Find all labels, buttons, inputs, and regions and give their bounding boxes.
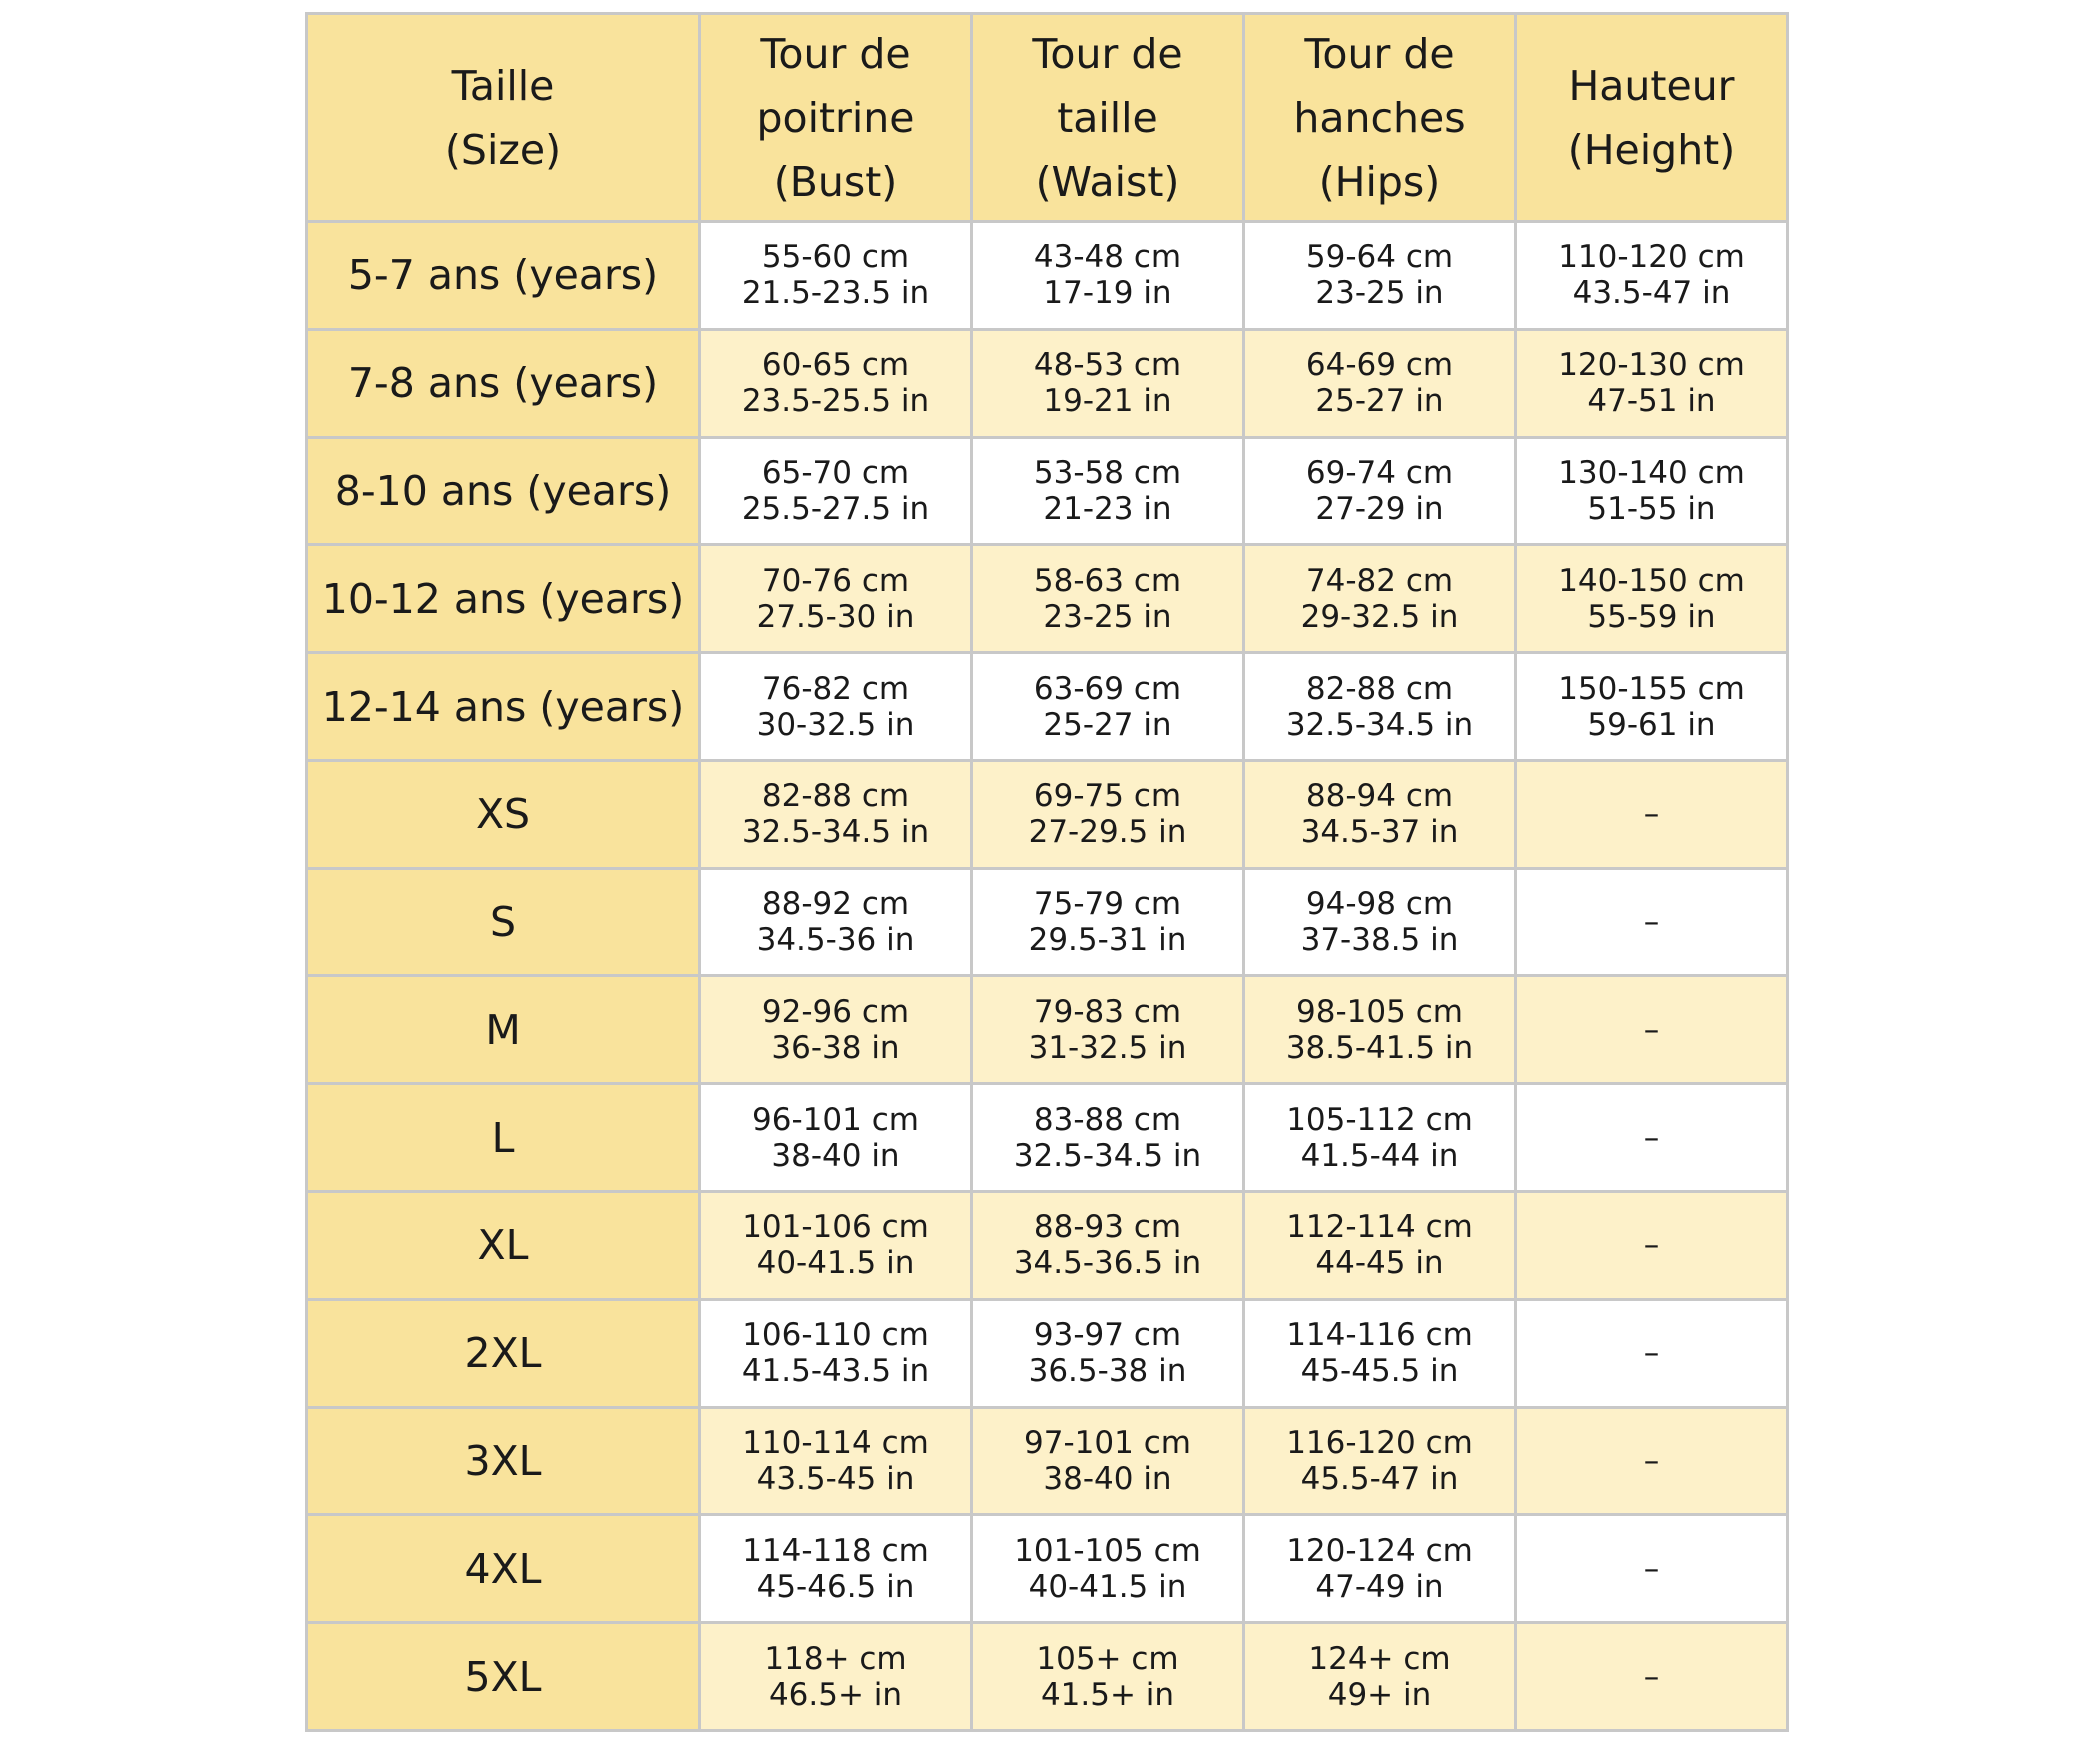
header-line: taille: [1057, 93, 1158, 142]
bust-cell: [700, 222, 972, 330]
table-row: [307, 222, 1788, 330]
cm-value: 97-101 cm: [1024, 1424, 1191, 1461]
inch-value: 41.5-44 in: [1300, 1137, 1459, 1174]
cm-value: 74-82 cm: [1305, 562, 1454, 599]
cm-value: 110-120 cm: [1558, 239, 1745, 276]
cm-value: 60-65 cm: [761, 347, 910, 384]
header-line: Tour de: [1304, 29, 1455, 78]
table-row: [307, 653, 1788, 761]
inch-value: 23-25 in: [1043, 598, 1172, 635]
table-row: [307, 1407, 1788, 1515]
table-row: [307, 1299, 1788, 1407]
waist-cell: [972, 329, 1244, 437]
hips-cell: [1244, 1515, 1516, 1623]
bust-cell: [700, 1192, 972, 1300]
inch-value: 49+ in: [1327, 1676, 1432, 1713]
header-height: [1516, 14, 1788, 222]
cm-value: 59-64 cm: [1305, 239, 1454, 276]
cm-value: 120-124 cm: [1286, 1532, 1473, 1569]
size-label: 10-12 ans (years): [307, 545, 700, 653]
cm-value: 101-105 cm: [1014, 1532, 1201, 1569]
cm-value: 140-150 cm: [1558, 562, 1745, 599]
cm-value: 69-74 cm: [1305, 454, 1454, 491]
inch-value: 27.5-30 in: [756, 598, 915, 635]
cm-value: 88-94 cm: [1305, 778, 1454, 815]
waist-cell: [972, 1192, 1244, 1300]
inch-value: 34.5-36 in: [756, 922, 915, 959]
height-cell: [1516, 1515, 1788, 1623]
hips-cell: [1244, 222, 1516, 330]
table-row: [307, 1192, 1788, 1300]
hips-cell: [1244, 545, 1516, 653]
cm-value: 58-63 cm: [1033, 562, 1182, 599]
table-row: [307, 760, 1788, 868]
inch-value: 27-29 in: [1315, 490, 1444, 527]
waist-cell: [972, 1623, 1244, 1731]
inch-value: 37-38.5 in: [1300, 922, 1459, 959]
cm-value: –: [1643, 1550, 1660, 1587]
hips-cell: [1244, 1192, 1516, 1300]
cm-value: –: [1643, 1442, 1660, 1479]
bust-cell: [700, 1623, 972, 1731]
hips-cell: [1244, 1623, 1516, 1731]
inch-value: 45-45.5 in: [1300, 1353, 1459, 1390]
inch-value: 38-40 in: [1043, 1460, 1172, 1497]
cm-value: 63-69 cm: [1033, 670, 1182, 707]
inch-value: 38-40 in: [771, 1137, 900, 1174]
inch-value: 36-38 in: [771, 1029, 900, 1066]
hips-cell: [1244, 1299, 1516, 1407]
waist-cell: [972, 653, 1244, 761]
cm-value: 83-88 cm: [1033, 1101, 1182, 1138]
waist-cell: [972, 976, 1244, 1084]
inch-value: 45-46.5 in: [756, 1568, 915, 1605]
bust-cell: [700, 653, 972, 761]
cm-value: 43-48 cm: [1033, 239, 1182, 276]
bust-cell: [700, 1515, 972, 1623]
waist-cell: [972, 1407, 1244, 1515]
cm-value: 116-120 cm: [1286, 1424, 1473, 1461]
waist-cell: [972, 1299, 1244, 1407]
inch-value: 43.5-47 in: [1572, 275, 1731, 312]
header-size: [307, 14, 700, 222]
height-cell: [1516, 329, 1788, 437]
inch-value: 31-32.5 in: [1028, 1029, 1187, 1066]
inch-value: 40-41.5 in: [756, 1245, 915, 1282]
waist-cell: [972, 437, 1244, 545]
inch-value: 27-29.5 in: [1028, 814, 1187, 851]
cm-value: 79-83 cm: [1033, 993, 1182, 1030]
hips-cell: [1244, 437, 1516, 545]
inch-value: 46.5+ in: [768, 1676, 903, 1713]
waist-cell: [972, 545, 1244, 653]
inch-value: 41.5-43.5 in: [741, 1353, 930, 1390]
cm-value: 88-93 cm: [1033, 1209, 1182, 1246]
inch-value: 32.5-34.5 in: [1013, 1137, 1202, 1174]
inch-value: 19-21 in: [1043, 383, 1172, 420]
cm-value: 150-155 cm: [1558, 670, 1745, 707]
bust-cell: [700, 1299, 972, 1407]
inch-value: 25.5-27.5 in: [741, 490, 930, 527]
header-line: Hauteur: [1568, 61, 1735, 110]
height-cell: [1516, 1623, 1788, 1731]
size-label: XS: [307, 760, 700, 868]
hips-cell: [1244, 1084, 1516, 1192]
header-bust: [700, 14, 972, 222]
inch-value: 32.5-34.5 in: [741, 814, 930, 851]
waist-cell: [972, 1515, 1244, 1623]
inch-value: 41.5+ in: [1040, 1676, 1175, 1713]
table-row: [307, 545, 1788, 653]
bust-cell: [700, 868, 972, 976]
cm-value: 105-112 cm: [1286, 1101, 1473, 1138]
size-label: 5XL: [307, 1623, 700, 1731]
inch-value: 36.5-38 in: [1028, 1353, 1187, 1390]
bust-cell: [700, 437, 972, 545]
cm-value: 92-96 cm: [761, 993, 910, 1030]
table-row: [307, 1623, 1788, 1731]
bust-cell: [700, 329, 972, 437]
header-line: (Height): [1567, 125, 1736, 174]
inch-value: 38.5-41.5 in: [1285, 1029, 1474, 1066]
cm-value: 110-114 cm: [742, 1424, 929, 1461]
bust-cell: [700, 1084, 972, 1192]
cm-value: –: [1643, 1011, 1660, 1048]
height-cell: [1516, 1084, 1788, 1192]
height-cell: [1516, 868, 1788, 976]
bust-cell: [700, 1407, 972, 1515]
inch-value: 23.5-25.5 in: [741, 383, 930, 420]
size-label: S: [307, 868, 700, 976]
waist-cell: [972, 868, 1244, 976]
header-line: (Waist): [1035, 157, 1180, 206]
waist-cell: [972, 1084, 1244, 1192]
inch-value: 43.5-45 in: [756, 1460, 915, 1497]
header-waist: [972, 14, 1244, 222]
size-label: 3XL: [307, 1407, 700, 1515]
size-label: XL: [307, 1192, 700, 1300]
cm-value: 130-140 cm: [1558, 454, 1745, 491]
cm-value: 55-60 cm: [761, 239, 910, 276]
height-cell: [1516, 653, 1788, 761]
bust-cell: [700, 545, 972, 653]
hips-cell: [1244, 1407, 1516, 1515]
inch-value: 51-55 in: [1587, 490, 1716, 527]
inch-value: 21.5-23.5 in: [741, 275, 930, 312]
inch-value: 40-41.5 in: [1028, 1568, 1187, 1605]
height-cell: [1516, 1192, 1788, 1300]
size-label: 7-8 ans (years): [307, 329, 700, 437]
cm-value: 96-101 cm: [752, 1101, 919, 1138]
size-label: L: [307, 1084, 700, 1192]
header-line: (Hips): [1318, 157, 1441, 206]
inch-value: 47-49 in: [1315, 1568, 1444, 1605]
cm-value: 101-106 cm: [742, 1209, 929, 1246]
size-label: 8-10 ans (years): [307, 437, 700, 545]
inch-value: 25-27 in: [1315, 383, 1444, 420]
header-line: poitrine: [756, 93, 915, 142]
inch-value: 29-32.5 in: [1300, 598, 1459, 635]
inch-value: 45.5-47 in: [1300, 1460, 1459, 1497]
inch-value: 44-45 in: [1315, 1245, 1444, 1282]
hips-cell: [1244, 329, 1516, 437]
header-line: hanches: [1293, 93, 1466, 142]
inch-value: 34.5-37 in: [1300, 814, 1459, 851]
cm-value: 64-69 cm: [1305, 347, 1454, 384]
hips-cell: [1244, 760, 1516, 868]
cm-value: –: [1643, 1119, 1660, 1156]
cm-value: –: [1643, 1335, 1660, 1372]
size-label: 4XL: [307, 1515, 700, 1623]
height-cell: [1516, 222, 1788, 330]
cm-value: 75-79 cm: [1033, 886, 1182, 923]
cm-value: 114-116 cm: [1286, 1317, 1473, 1354]
inch-value: 23-25 in: [1315, 275, 1444, 312]
table-header: [307, 14, 1788, 222]
table-body: [307, 222, 1788, 1731]
cm-value: 88-92 cm: [761, 886, 910, 923]
size-label: 12-14 ans (years): [307, 653, 700, 761]
table-row: [307, 1084, 1788, 1192]
cm-value: 120-130 cm: [1558, 347, 1745, 384]
inch-value: 59-61 in: [1587, 706, 1716, 743]
table-row: [307, 976, 1788, 1084]
cm-value: 118+ cm: [764, 1640, 907, 1677]
header-line: Taille: [451, 61, 555, 110]
cm-value: 105+ cm: [1036, 1640, 1179, 1677]
inch-value: 30-32.5 in: [756, 706, 915, 743]
cm-value: –: [1643, 796, 1660, 833]
table-row: [307, 1515, 1788, 1623]
cm-value: 76-82 cm: [761, 670, 910, 707]
inch-value: 25-27 in: [1043, 706, 1172, 743]
hips-cell: [1244, 868, 1516, 976]
inch-value: 34.5-36.5 in: [1013, 1245, 1202, 1282]
header-line: Tour de: [760, 29, 911, 78]
bust-cell: [700, 760, 972, 868]
size-label: M: [307, 976, 700, 1084]
waist-cell: [972, 760, 1244, 868]
cm-value: 82-88 cm: [761, 778, 910, 815]
cm-value: 112-114 cm: [1286, 1209, 1473, 1246]
inch-value: 47-51 in: [1587, 383, 1716, 420]
height-cell: [1516, 545, 1788, 653]
cm-value: 82-88 cm: [1305, 670, 1454, 707]
bust-cell: [700, 976, 972, 1084]
cm-value: 53-58 cm: [1033, 454, 1182, 491]
height-cell: [1516, 1299, 1788, 1407]
table-row: [307, 329, 1788, 437]
cm-value: 65-70 cm: [761, 454, 910, 491]
inch-value: 32.5-34.5 in: [1285, 706, 1474, 743]
cm-value: 114-118 cm: [742, 1532, 929, 1569]
table-row: [307, 437, 1788, 545]
waist-cell: [972, 222, 1244, 330]
table-row: [307, 868, 1788, 976]
height-cell: [1516, 437, 1788, 545]
hips-cell: [1244, 653, 1516, 761]
size-label: 5-7 ans (years): [307, 222, 700, 330]
cm-value: 124+ cm: [1308, 1640, 1451, 1677]
cm-value: 48-53 cm: [1033, 347, 1182, 384]
cm-value: 93-97 cm: [1033, 1317, 1182, 1354]
inch-value: 29.5-31 in: [1028, 922, 1187, 959]
header-line: (Bust): [773, 157, 898, 206]
inch-value: 55-59 in: [1587, 598, 1716, 635]
header-hips: [1244, 14, 1516, 222]
cm-value: 94-98 cm: [1305, 886, 1454, 923]
header-line: Tour de: [1032, 29, 1183, 78]
height-cell: [1516, 976, 1788, 1084]
height-cell: [1516, 1407, 1788, 1515]
header-line: (Size): [444, 125, 562, 174]
cm-value: 98-105 cm: [1296, 993, 1463, 1030]
inch-value: 17-19 in: [1043, 275, 1172, 312]
cm-value: 69-75 cm: [1033, 778, 1182, 815]
cm-value: –: [1643, 904, 1660, 941]
cm-value: 70-76 cm: [761, 562, 910, 599]
height-cell: [1516, 760, 1788, 868]
cm-value: –: [1643, 1658, 1660, 1695]
size-label: 2XL: [307, 1299, 700, 1407]
inch-value: 21-23 in: [1043, 490, 1172, 527]
cm-value: –: [1643, 1227, 1660, 1264]
size-chart-table: [305, 12, 1789, 1732]
cm-value: 106-110 cm: [742, 1317, 929, 1354]
hips-cell: [1244, 976, 1516, 1084]
header-row: [307, 14, 1788, 222]
